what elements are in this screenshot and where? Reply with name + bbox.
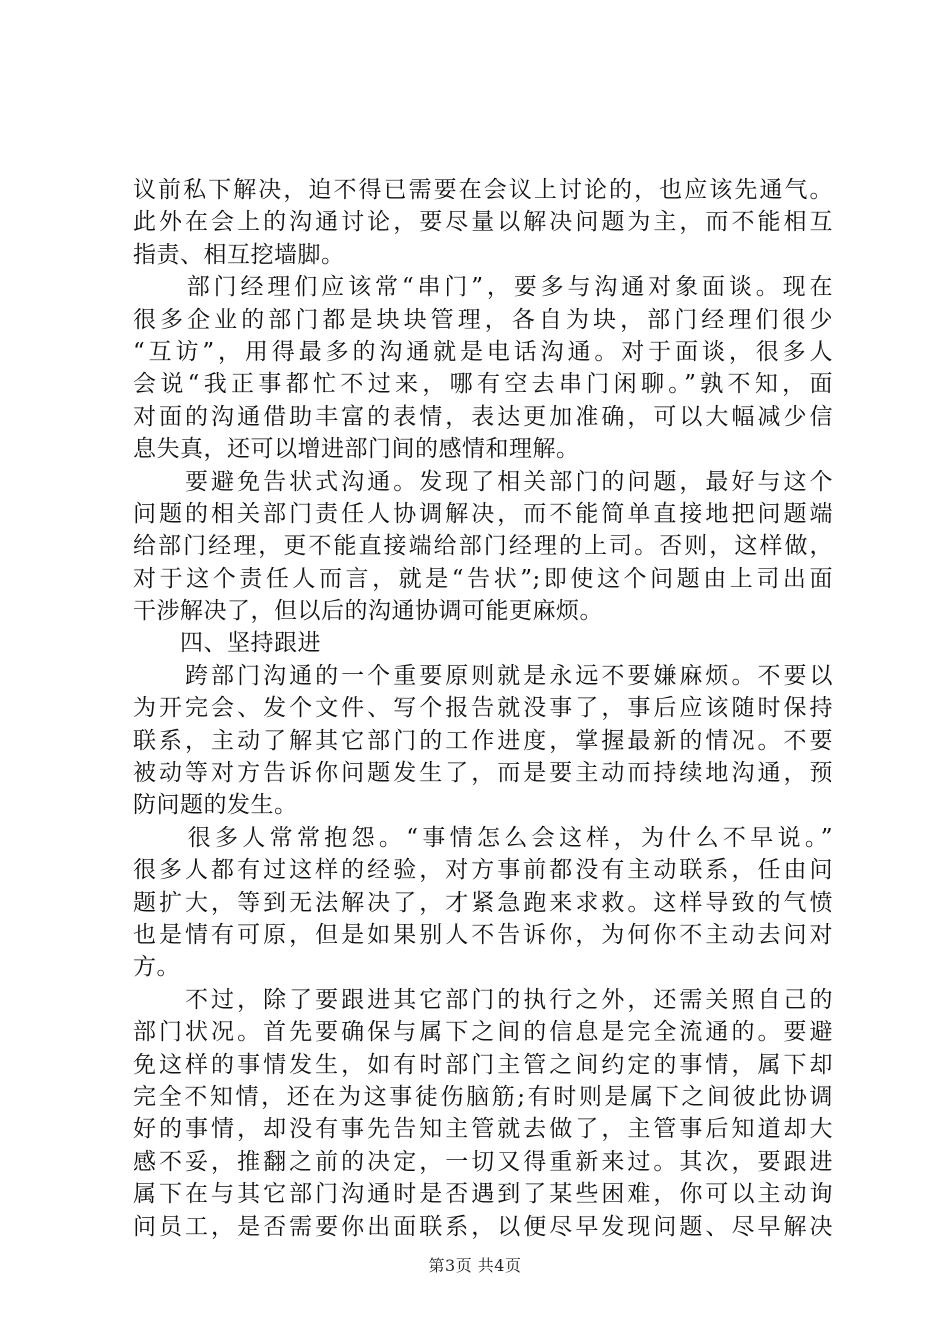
page-footer: 第3页 共4页 xyxy=(428,1256,522,1275)
text-line: 题扩大，等到无法解决了，才紧急跑来求救。这样导致的气愤 xyxy=(133,889,833,916)
text-line: 属下在与其它部门沟通时是否遇到了某些困难，你可以主动询 xyxy=(133,1181,833,1208)
text-line: 联系，主动了解其它部门的工作进度，掌握最新的情况。不要 xyxy=(133,727,833,754)
text-line: 对面的沟通借助丰富的表情，表达更加准确，可以大幅减少信 xyxy=(133,403,833,430)
text-line: 问员工，是否需要你出面联系，以便尽早发现问题、尽早解决 xyxy=(133,1213,833,1240)
text-line: 也是情有可原，但是如果别人不告诉你，为何你不主动去问对 xyxy=(133,921,833,948)
text-line: 干涉解决了，但以后的沟通协调可能更麻烦。 xyxy=(133,598,603,625)
text-line: 要避免告状式沟通。发现了相关部门的问题，最好与这个 xyxy=(133,468,833,495)
text-line: 方。 xyxy=(133,954,180,981)
text-line: 此外在会上的沟通讨论，要尽量以解决问题为主，而不能相互 xyxy=(133,209,833,236)
text-line: 很多人常常抱怨。“事情怎么会这样，为什么不早说。” xyxy=(133,824,833,851)
text-line: 为开完会、发个文件、写个报告就没事了，事后应该随时保持 xyxy=(133,695,833,722)
text-line: 很多企业的部门都是块块管理，各自为块，部门经理们很少 xyxy=(133,306,833,333)
text-line: 感不妥，推翻之前的决定，一切又得重新来过。其次，要跟进 xyxy=(133,1148,833,1175)
text-line: 跨部门沟通的一个重要原则就是永远不要嫌麻烦。不要以 xyxy=(133,662,833,689)
text-line: 好的事情，却没有事先告知主管就去做了，主管事后知道却大 xyxy=(133,1116,833,1143)
text-line: 对于这个责任人而言，就是“告状”;即使这个问题由上司出面 xyxy=(133,565,833,592)
text-line: 指责、相互挖墙脚。 xyxy=(133,241,345,268)
text-line: 部门经理们应该常“串门”，要多与沟通对象面谈。现在 xyxy=(133,274,833,301)
body-text xyxy=(133,174,833,1243)
text-line: “互访”，用得最多的沟通就是电话沟通。对于面谈，很多人 xyxy=(133,338,833,365)
text-line: 完全不知情，还在为这事徒伤脑筋;有时则是属下之间彼此协调 xyxy=(133,1083,833,1110)
text-line: 不过，除了要跟进其它部门的执行之外，还需关照自己的 xyxy=(133,986,833,1013)
text-line: 息失真，还可以增进部门间的感情和理解。 xyxy=(133,436,580,463)
text-line: 四、坚持跟进 xyxy=(133,630,321,657)
text-line: 会说“我正事都忙不过来，哪有空去串门闲聊。”孰不知，面 xyxy=(133,371,833,398)
text-line: 防问题的发生。 xyxy=(133,792,298,819)
text-line: 被动等对方告诉你问题发生了，而是要主动而持续地沟通，预 xyxy=(133,760,833,787)
text-line: 议前私下解决，迫不得已需要在会议上讨论的，也应该先通气。 xyxy=(133,177,833,203)
text-line: 给部门经理，更不能直接端给部门经理的上司。否则，这样做， xyxy=(133,533,833,560)
text-line: 免这样的事情发生，如有时部门主管之间约定的事情，属下却 xyxy=(133,1051,833,1078)
text-line: 很多人都有过这样的经验，对方事前都没有主动联系，任由问 xyxy=(133,857,833,884)
text-line: 问题的相关部门责任人协调解决，而不能简单直接地把问题端 xyxy=(133,500,833,527)
text-line: 部门状况。首先要确保与属下之间的信息是完全流通的。要避 xyxy=(133,1019,833,1046)
